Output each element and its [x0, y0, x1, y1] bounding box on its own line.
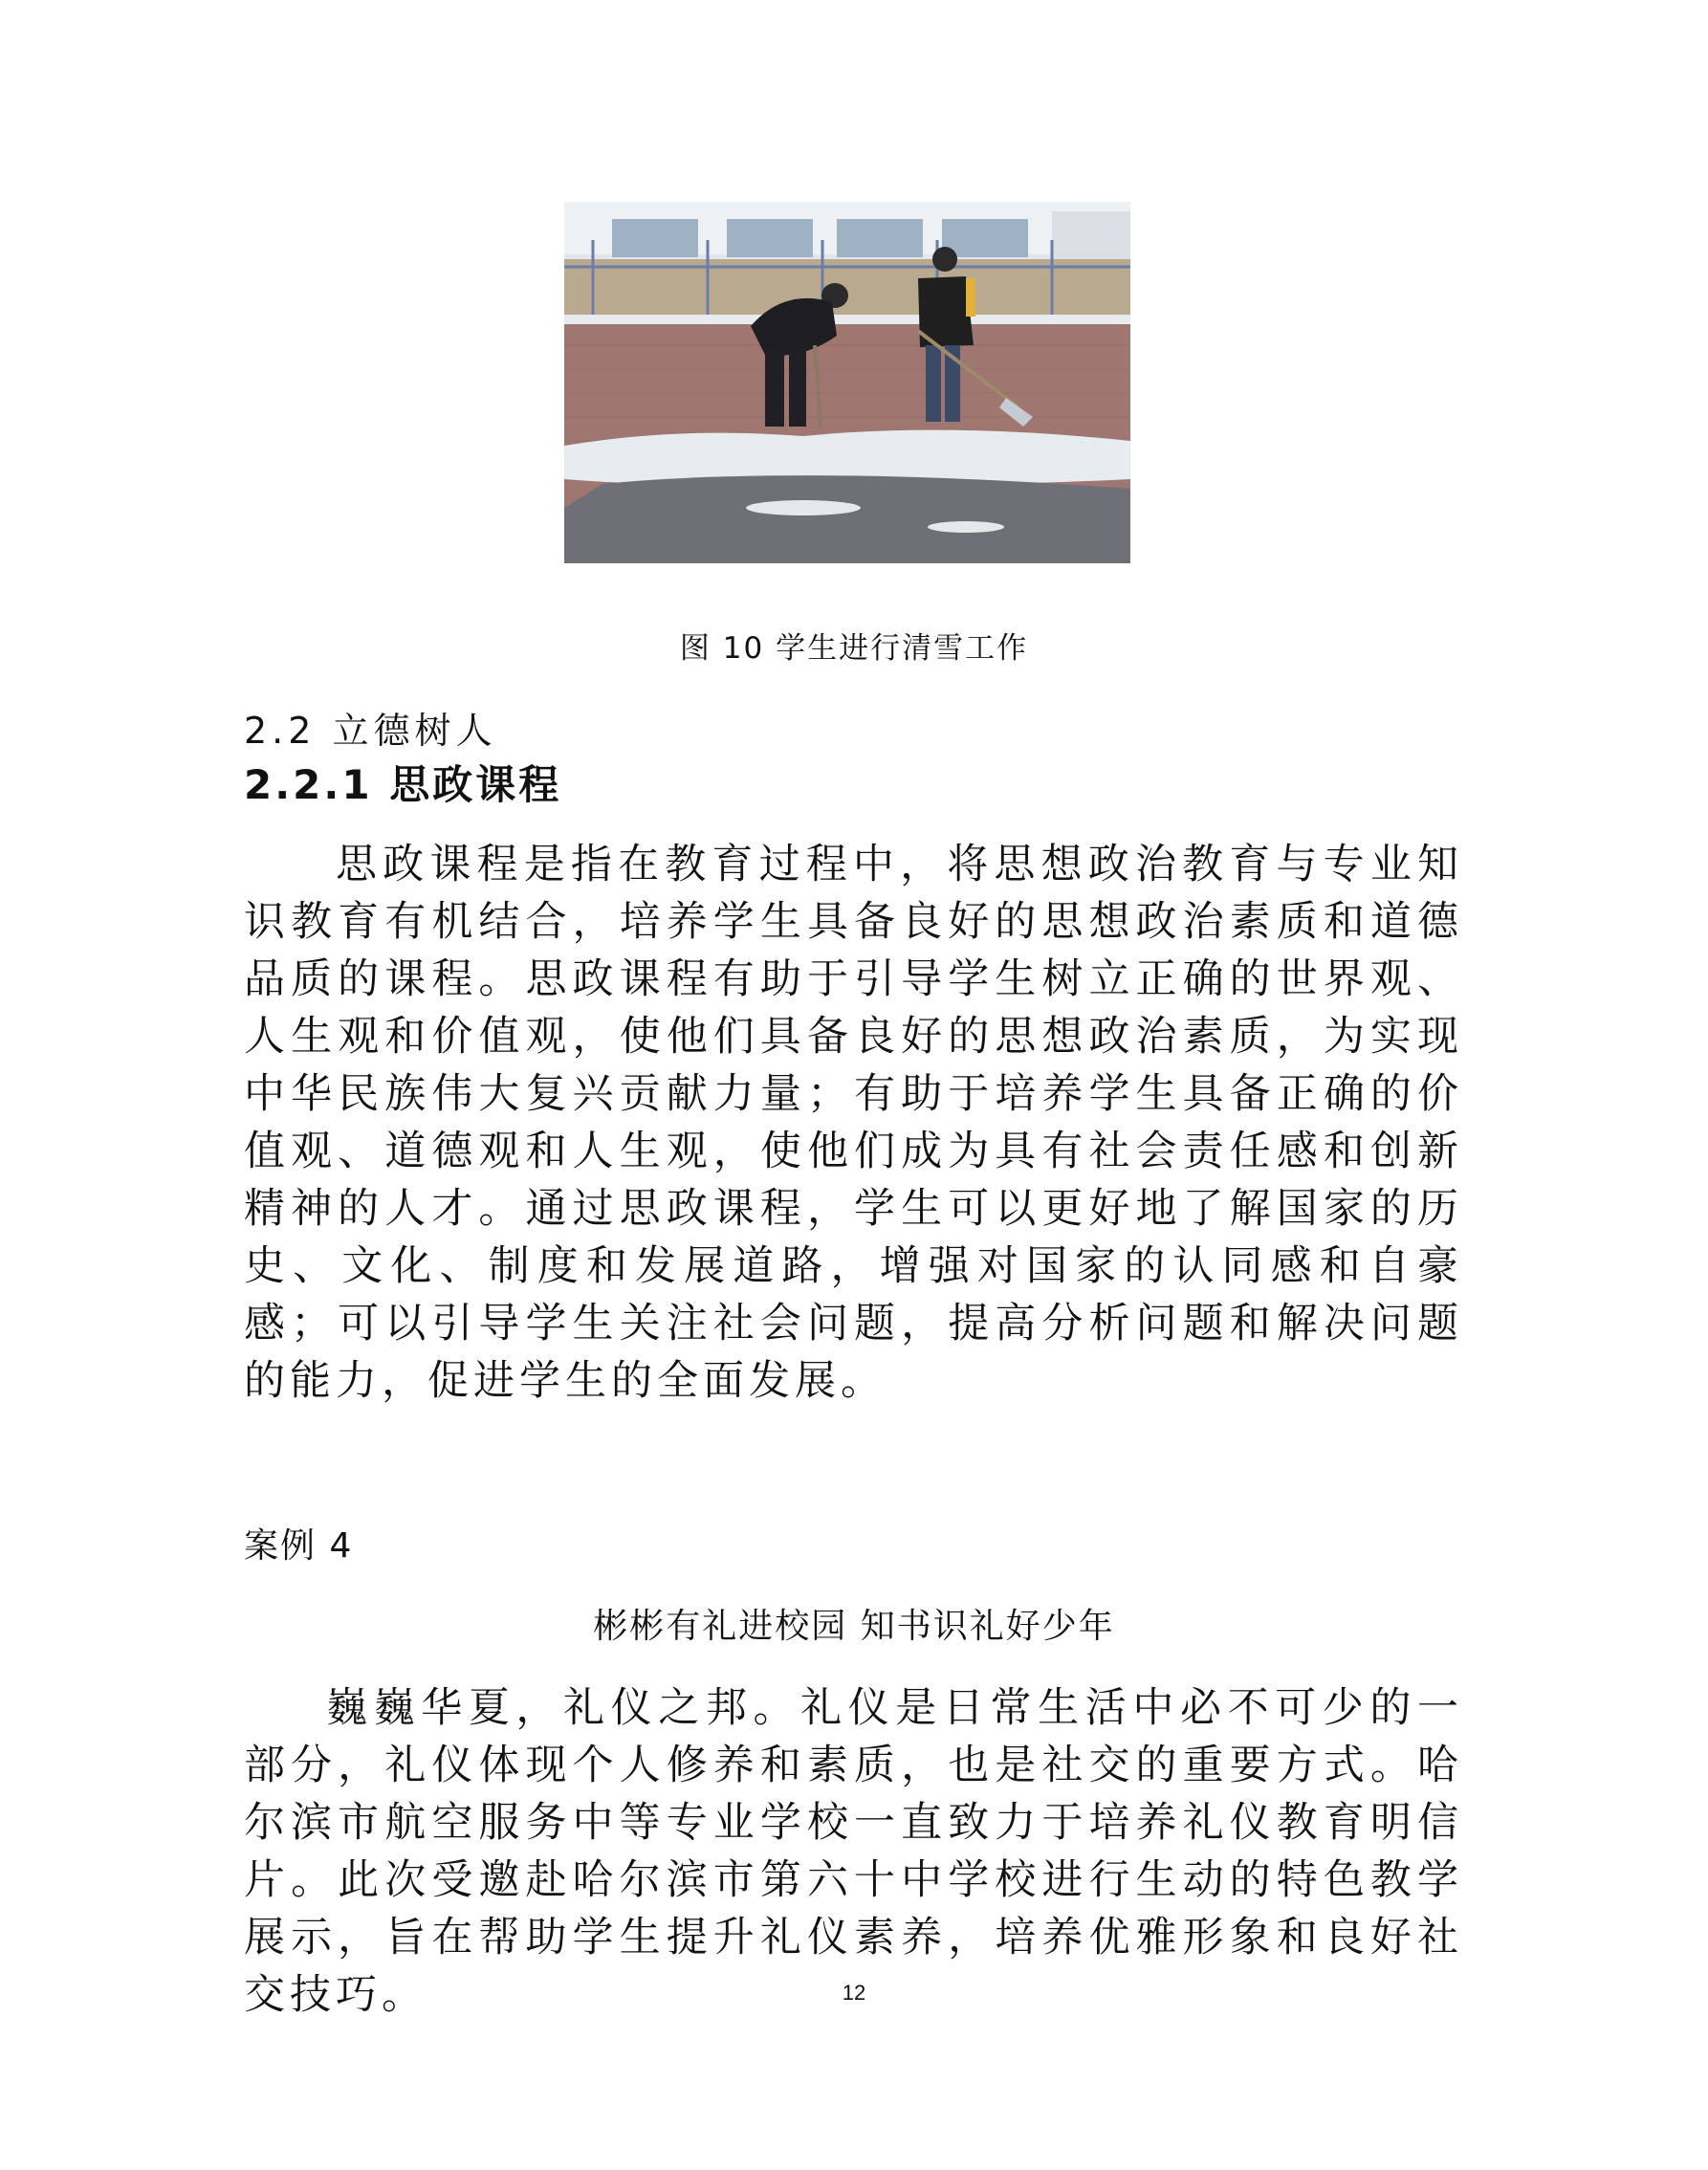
figure-caption: 图 10 学生进行清雪工作 [679, 631, 1029, 666]
page-number: 12 [842, 1981, 866, 2005]
subsection-heading: 2.2.1 思政课程 [244, 761, 562, 808]
snow-clearing-photo [564, 202, 1130, 563]
section-heading: 2.2 立德树人 [244, 710, 497, 752]
section-paragraph: 思政课程是指在教育过程中，将思想政治教育与专业知识教育有机结合，培养学生具备良好的思想政治素质和道德品质的课程。思政课程有助于引导学生树立正确的世界观、人生观和价值观，使他们具备良好的思想政治素质，为实现中华民族伟大复兴贡献力量；有助于培养学生具备正确的价值观、道德观和人生观，使他们成为具有社会责任感和创新精神的人才。通过思政课程，学生可以更好地了解国家的历史、文化、制度和发展道路，增强对国家的认同感和自豪感；可以引导学生关注社会问题，提高分析问题和解决问题的能力，促进学生的全面发展。 [244, 841, 1463, 1405]
case-title: 彬彬有礼进校园 知书识礼好少年 [593, 1607, 1115, 1646]
case-label: 案例 4 [244, 1526, 354, 1566]
case-paragraph: 巍巍华夏，礼仪之邦。礼仪是日常生活中必不可少的一部分，礼仪体现个人修养和素质，也是社交的重要方式。哈尔滨市航空服务中等专业学校一直致力于培养礼仪教育明信片。此次受邀赴哈尔滨市第六十中学校进行生动的特色教学展示，旨在帮助学生提升礼仪素养，培养优雅形象和良好社交技巧。 [244, 1684, 1463, 2019]
